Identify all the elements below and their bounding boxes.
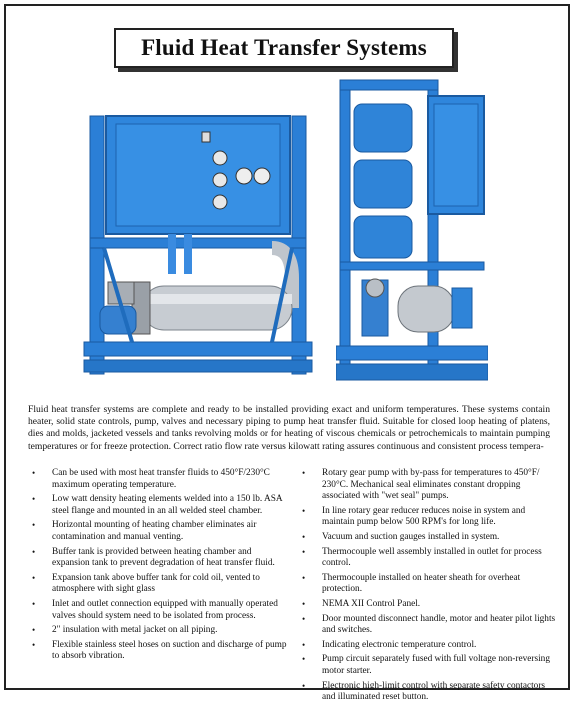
feature-item	[300, 506, 556, 529]
feature-item	[30, 573, 288, 596]
feature-text: Can be used with most heat transfer fluids to 450°F/230°C maximum operating temperature.	[52, 468, 270, 490]
title-box	[114, 28, 454, 68]
feature-item	[300, 599, 556, 611]
bullet-icon: •	[32, 494, 36, 505]
intro-paragraph: Fluid heat transfer systems are complete and ready to be installed providing exact and uniform temperatures. These systems contain heater, solid state controls, pump, valves and necessary piping to pump heat transfer fluid. Suitable for closed loop heating of platens, dies and molds, jacketed vessels and tanks revolving molds or for heating of viscous chemicals or petrochemicals to maintain pumping temperatures or for freeze protection. Correct ratio flow rate versus kilowatt rating assures continuous and consistent process tempera-	[28, 404, 550, 452]
feature-item	[30, 468, 288, 491]
feature-item	[300, 654, 556, 677]
feature-item	[30, 547, 288, 570]
feature-item	[300, 681, 556, 704]
feature-item	[300, 468, 556, 503]
feature-text: Rotary gear pump with by-pass for temperatures to 450°F/ 230°C. Mechanical seal eliminates constant dropping associated with "wet seal" pumps.	[322, 468, 540, 502]
feature-text: Expansion tank above buffer tank for cold oil, vented to atmosphere with sight glass	[52, 572, 260, 595]
feature-text: Pump circuit separately fused with full voltage non-reversing motor starter.	[322, 654, 550, 676]
bullet-icon: •	[32, 572, 36, 583]
bullet-icon: •	[302, 468, 306, 478]
bullet-icon: •	[302, 572, 306, 583]
feature-text: Buffer tank is provided between heating chamber and expansion tank to prevent degradation of heat transfer fluid.	[52, 546, 275, 569]
bullet-icon: •	[32, 520, 36, 531]
bullet-icon: •	[32, 625, 36, 636]
page-title: Fluid Heat Transfer Systems	[141, 35, 427, 60]
features-right-column	[300, 468, 556, 707]
feature-text: Door mounted disconnect handle, motor and heater pilot lights and switches.	[322, 613, 556, 636]
bullet-icon: •	[302, 505, 306, 516]
feature-text: Thermocouple installed on heater sheath for overheat protection.	[322, 572, 521, 595]
bullet-icon: •	[302, 531, 306, 542]
horizontal-system-photo	[72, 110, 322, 378]
feature-item	[300, 532, 556, 544]
feature-item	[300, 547, 556, 570]
feature-text: Electronic high-limit control with separate safety contactors and illuminated reset button.	[322, 680, 546, 703]
feature-text: Thermocouple well assembly installed in outlet for process control.	[322, 546, 542, 569]
feature-text: Inlet and outlet connection equipped with manually operated valves should system need to be isolated from process.	[52, 598, 278, 621]
bullet-icon: •	[32, 639, 36, 650]
feature-item	[300, 573, 556, 596]
feature-text: Low watt density heating elements welded into a 150 lb. ASA steel flange and mounted in an all welded steel chamber.	[52, 494, 283, 516]
bullet-icon: •	[302, 654, 306, 665]
feature-text: In line rotary gear reducer reduces noise in system and maintain pump below 500 RPM's for long life.	[322, 505, 526, 528]
vertical-system-photo	[336, 74, 488, 390]
feature-text: 2" insulation with metal jacket on all piping.	[52, 625, 218, 636]
bullet-icon: •	[32, 468, 36, 478]
feature-item	[30, 494, 288, 517]
feature-text: Indicating electronic temperature control.	[322, 639, 477, 650]
feature-item	[30, 640, 288, 663]
bullet-icon: •	[302, 598, 306, 609]
bullet-icon: •	[32, 598, 36, 609]
features-left-column	[30, 468, 288, 666]
feature-text: NEMA XII Control Panel.	[322, 598, 421, 609]
feature-item	[300, 640, 556, 652]
feature-item	[30, 599, 288, 622]
feature-item	[300, 614, 556, 637]
bullet-icon: •	[302, 680, 306, 691]
feature-text: Flexible stainless steel hoses on suction and discharge of pump to absorb vibration.	[52, 639, 287, 662]
feature-item	[30, 520, 288, 543]
features-right-list	[300, 468, 556, 704]
bullet-icon: •	[302, 613, 306, 624]
feature-text: Vacuum and suction gauges installed in system.	[322, 531, 500, 542]
feature-item	[30, 625, 288, 637]
bullet-icon: •	[32, 546, 36, 557]
bullet-icon: •	[302, 546, 306, 557]
bullet-icon: •	[302, 639, 306, 650]
feature-text: Horizontal mounting of heating chamber eliminates air contamination and manual venting.	[52, 520, 257, 542]
features-left-list	[30, 468, 288, 663]
